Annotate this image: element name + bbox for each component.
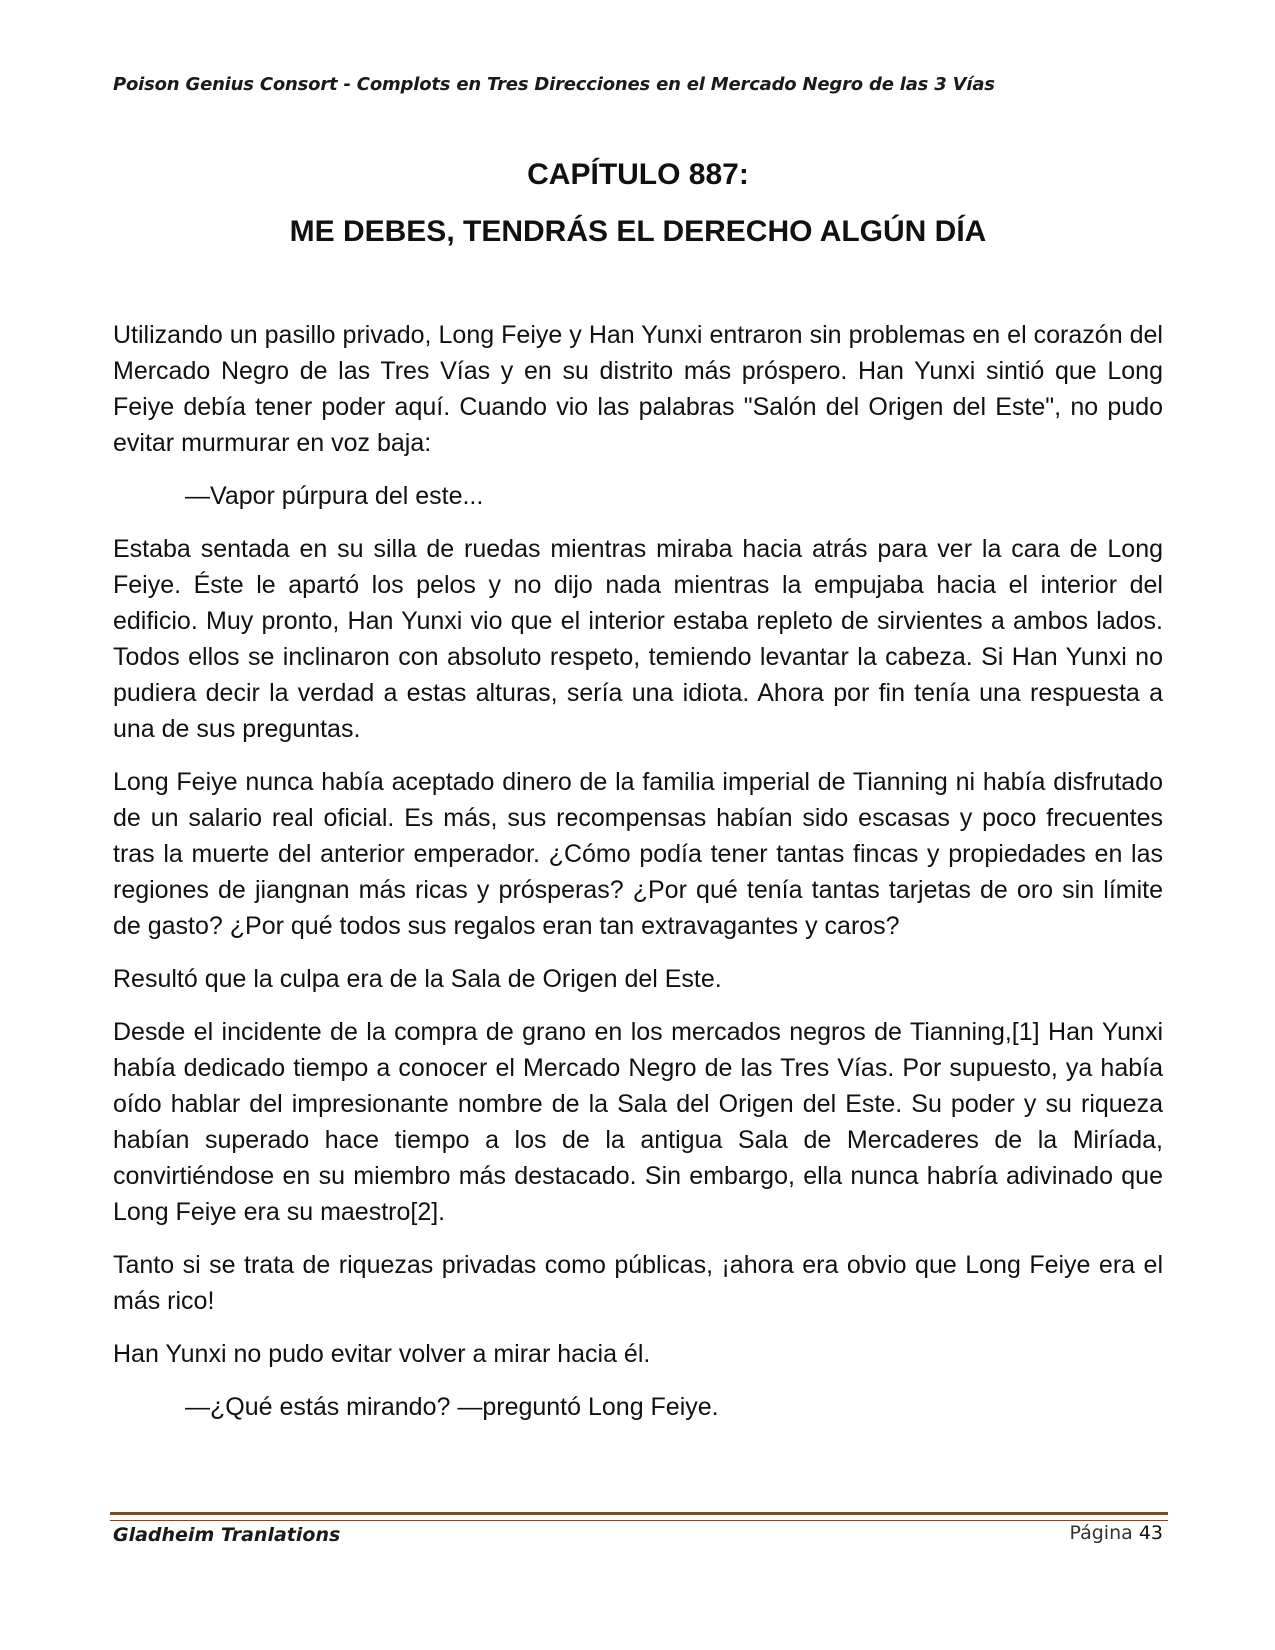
chapter-name: ME DEBES, TENDRÁS EL DERECHO ALGÚN DÍA	[289, 215, 987, 248]
page-number	[1069, 1522, 1163, 1544]
paragraph: Long Feiye nunca había aceptado dinero de la familia imperial de Tianning ni había disfrutado de un salario real oficial. Es más, sus recompensas habían sido escasas y poco frecuentes tras la muerte del anterior emperador. ¿Cómo podía tener tantas fincas y propiedades en las regiones de jiangnan más ricas y prósperas? ¿Por qué tenía tantas tarjetas de oro sin límite de gasto? ¿Por qué todos sus regalos eran tan extravagantes y caros?	[113, 768, 1163, 940]
page-label: Página	[1069, 1522, 1133, 1544]
page-number-value: 43	[1138, 1522, 1163, 1544]
paragraph: Resultó que la culpa era de la Sala de Origen del Este.	[113, 965, 722, 993]
paragraph: Estaba sentada en su silla de ruedas mientras miraba hacia atrás para ver la cara de Long Feiye. Éste le apartó los pelos y no dijo nada mientras la empujaba hacia el interior del edificio. Muy pronto, Han Yunxi vio que el interior estaba repleto de sirvientes a ambos lados. Todos ellos se inclinaron con absoluto respeto, temiendo levantar la cabeza. Si Han Yunxi no pudiera decir la verdad a estas alturas, sería una idiota. Ahora por fin tenía una respuesta a una de sus preguntas.	[113, 535, 1163, 743]
dialog-line: —¿Qué estás mirando? —preguntó Long Feiye.	[185, 1393, 719, 1421]
footer-publisher: Gladheim Tranlations	[113, 1524, 341, 1546]
dialog-line: —Vapor púrpura del este...	[185, 482, 484, 510]
body-text	[113, 317, 1163, 1442]
paragraph: Tanto si se trata de riquezas privadas como públicas, ¡ahora era obvio que Long Feiye era el más rico!	[113, 1251, 1163, 1315]
running-header: Poison Genius Consort - Complots en Tres Direcciones en el Mercado Negro de las 3 Vías	[113, 74, 995, 95]
chapter-number: CAPÍTULO 887:	[527, 158, 749, 191]
paragraph: Desde el incidente de la compra de grano en los mercados negros de Tianning,[1] Han Yunxi había dedicado tiempo a conocer el Mercado Negro de las Tres Vías. Por supuesto, ya había oído hablar del impresionante nombre de la Sala del Origen del Este. Su poder y su riqueza habían superado hace tiempo a los de la antigua Sala de Mercaderes de la Miríada, convirtiéndose en su miembro más destacado. Sin embargo, ella nunca habría adivinado que Long Feiye era su maestro[2].	[113, 1018, 1163, 1226]
chapter-title	[113, 146, 1163, 260]
paragraph: Han Yunxi no pudo evitar volver a mirar hacia él.	[113, 1340, 651, 1368]
paragraph: Utilizando un pasillo privado, Long Feiye y Han Yunxi entraron sin problemas en el corazón del Mercado Negro de las Tres Vías y en su distrito más próspero. Han Yunxi sintió que Long Feiye debía tener poder aquí. Cuando vio las palabras "Salón del Origen del Este", no pudo evitar murmurar en voz baja:	[113, 321, 1163, 457]
footer-divider	[110, 1512, 1168, 1521]
